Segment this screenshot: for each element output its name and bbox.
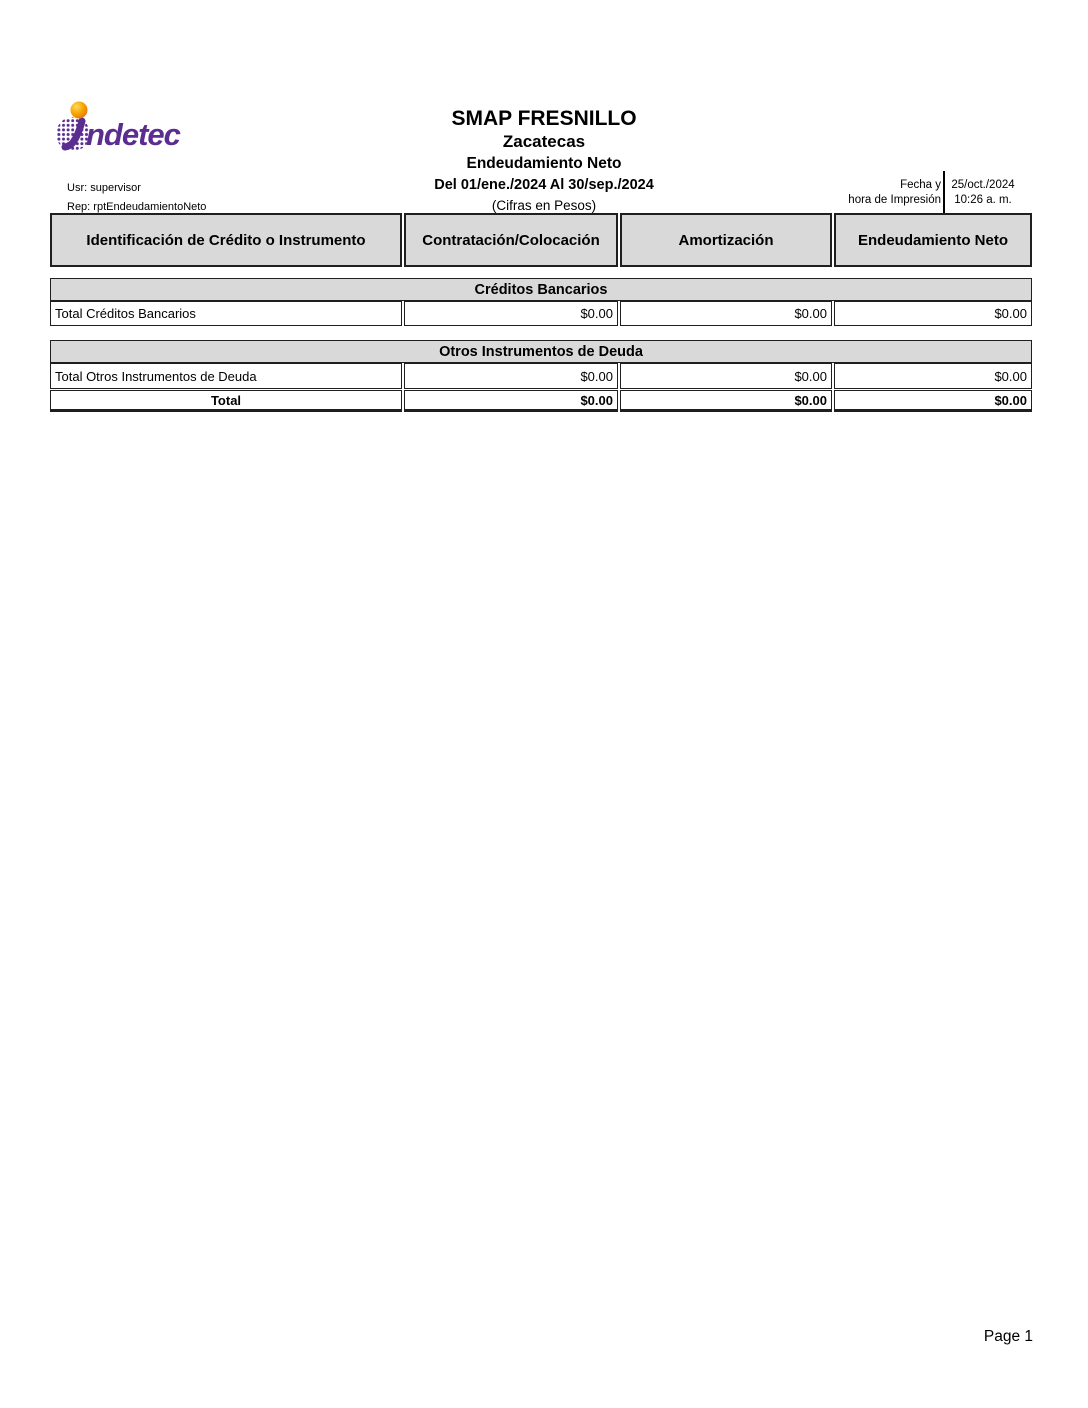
print-label-line2: hora de Impresión bbox=[848, 194, 941, 206]
report-name: Endeudamiento Neto bbox=[466, 155, 622, 172]
row-label: Total Créditos Bancarios bbox=[50, 301, 402, 326]
column-header-identificacion: Identificación de Crédito o Instrumento bbox=[50, 213, 402, 267]
section-band-creditos-bancarios: Créditos Bancarios bbox=[50, 278, 1032, 301]
row-value-contratacion: $0.00 bbox=[404, 363, 618, 389]
print-time: 10:26 a. m. bbox=[954, 194, 1012, 206]
print-info-divider bbox=[943, 171, 945, 213]
report-id-line: Rep: rptEndeudamientoNeto bbox=[67, 201, 207, 213]
total-row-label: Total bbox=[50, 390, 402, 412]
total-value-endeudamiento: $0.00 bbox=[834, 390, 1032, 412]
page-title: SMAP FRESNILLO bbox=[451, 107, 637, 130]
units-note: (Cifras en Pesos) bbox=[491, 198, 597, 213]
column-header-endeudamiento: Endeudamiento Neto bbox=[834, 213, 1032, 267]
print-label-line1: Fecha y bbox=[900, 179, 941, 191]
row-value-endeudamiento: $0.00 bbox=[834, 363, 1032, 389]
column-header-amortizacion: Amortización bbox=[620, 213, 832, 267]
total-value-contratacion: $0.00 bbox=[404, 390, 618, 412]
row-value-amortizacion: $0.00 bbox=[620, 363, 832, 389]
user-line: Usr: supervisor bbox=[67, 182, 141, 194]
report-period: Del 01/ene./2024 Al 30/sep./2024 bbox=[434, 177, 654, 193]
section-band-otros-instrumentos: Otros Instrumentos de Deuda bbox=[50, 340, 1032, 363]
row-value-amortizacion: $0.00 bbox=[620, 301, 832, 326]
print-info-values bbox=[948, 178, 1018, 208]
row-value-endeudamiento: $0.00 bbox=[834, 301, 1032, 326]
column-header-contratacion: Contratación/Colocación bbox=[404, 213, 618, 267]
print-date: 25/oct./2024 bbox=[951, 179, 1015, 191]
page-number: Page 1 bbox=[983, 1328, 1033, 1345]
print-info-label bbox=[781, 178, 941, 208]
row-label: Total Otros Instrumentos de Deuda bbox=[50, 363, 402, 389]
svg-text:ndetec: ndetec bbox=[86, 117, 180, 152]
row-value-contratacion: $0.00 bbox=[404, 301, 618, 326]
total-value-amortizacion: $0.00 bbox=[620, 390, 832, 412]
state-subtitle: Zacatecas bbox=[502, 132, 586, 151]
